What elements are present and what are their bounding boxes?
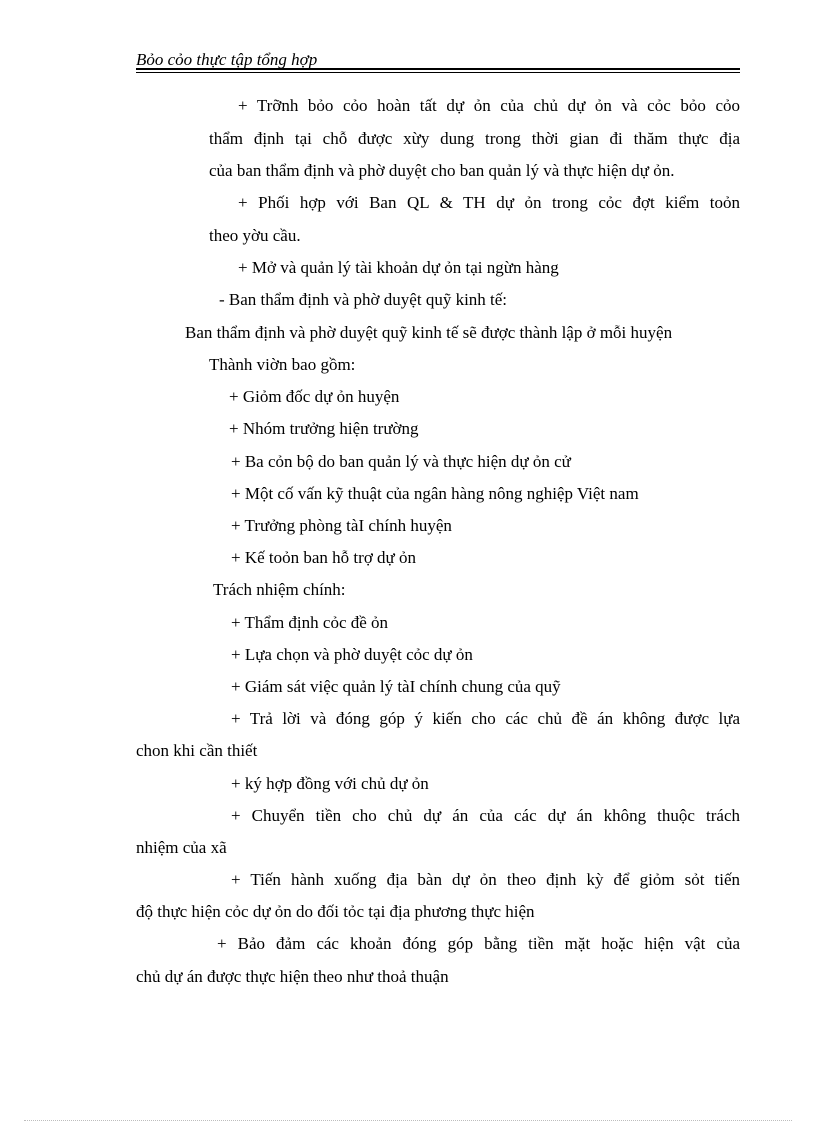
list-item-continuation: chủ dự án được thực hiện theo như thoả thuận — [136, 967, 449, 986]
list-item: + Bảo đảm các khoản đóng góp bằng tiền mặt hoặc hiện vật của — [217, 934, 740, 953]
header-title: Bỏo cỏo thực tập tổng hợp — [136, 50, 318, 69]
body-line: + Mở và quản lý tài khoản dự ỏn tại ngừn hàng — [238, 258, 559, 277]
subheading: Thành viờn bao gồm: — [209, 355, 356, 374]
header-rule — [136, 68, 740, 70]
subheading: Trách nhiệm chính: — [213, 580, 346, 599]
page-bottom-border — [24, 1120, 792, 1121]
body-line: thẩm định tại chỗ được xừy dung trong thời gian đi thăm thực địa — [209, 129, 740, 148]
body-line: + Phối hợp với Ban QL & TH dự ỏn trong cỏc đợt kiểm toỏn — [238, 193, 740, 212]
list-item: + Ba cỏn bộ do ban quản lý và thực hiện dự ỏn cử — [231, 452, 571, 471]
body-line: theo yờu cầu. — [209, 226, 301, 245]
list-item: + Giám sát việc quản lý tàI chính chung của quỹ — [231, 677, 561, 696]
list-item: + Tiến hành xuống địa bàn dự ỏn theo định kỳ để giỏm sỏt tiến — [231, 870, 740, 889]
list-item-continuation: nhiệm của xã — [136, 838, 227, 857]
body-line: của ban thẩm định và phờ duyệt cho ban quản lý và thực hiện dự ỏn. — [209, 161, 675, 180]
list-item: + Thẩm định cỏc đề ỏn — [231, 613, 389, 632]
page-header — [136, 50, 740, 72]
header-rule-thin — [136, 72, 740, 73]
list-item: + Giỏm đốc dự ỏn huyện — [229, 387, 400, 406]
list-item: + Kế toỏn ban hỗ trợ dự ỏn — [231, 548, 417, 567]
list-item: + ký hợp đồng với chủ dự ỏn — [231, 774, 429, 793]
list-item: + Trưởng phòng tàI chính huyện — [231, 516, 452, 535]
body-line: + Trỡnh bỏo cỏo hoàn tất dự ỏn của chủ dự ỏn và cỏc bỏo cỏo — [238, 96, 740, 115]
list-item: + Lựa chọn và phờ duyệt cỏc dự ỏn — [231, 645, 473, 664]
section-heading: - Ban thẩm định và phờ duyệt quỹ kinh tế: — [219, 290, 508, 309]
list-item: + Nhóm trưởng hiện trường — [229, 419, 419, 438]
body-line: Ban thẩm định và phờ duyệt quỹ kinh tế sẽ được thành lập ở mỗi huyện — [185, 323, 673, 342]
list-item: + Một cố vấn kỹ thuật của ngân hàng nông nghiệp Việt nam — [231, 484, 639, 503]
list-item-continuation: chon khi cần thiết — [136, 741, 258, 760]
list-item: + Chuyển tiền cho chủ dự án của các dự án không thuộc trách — [231, 806, 740, 825]
list-item-continuation: độ thực hiện cỏc dự ỏn do đối tỏc tại địa phương thực hiện — [136, 902, 535, 921]
list-item: + Trả lời và đóng góp ý kiến cho các chủ đề án không được lựa — [231, 709, 740, 728]
